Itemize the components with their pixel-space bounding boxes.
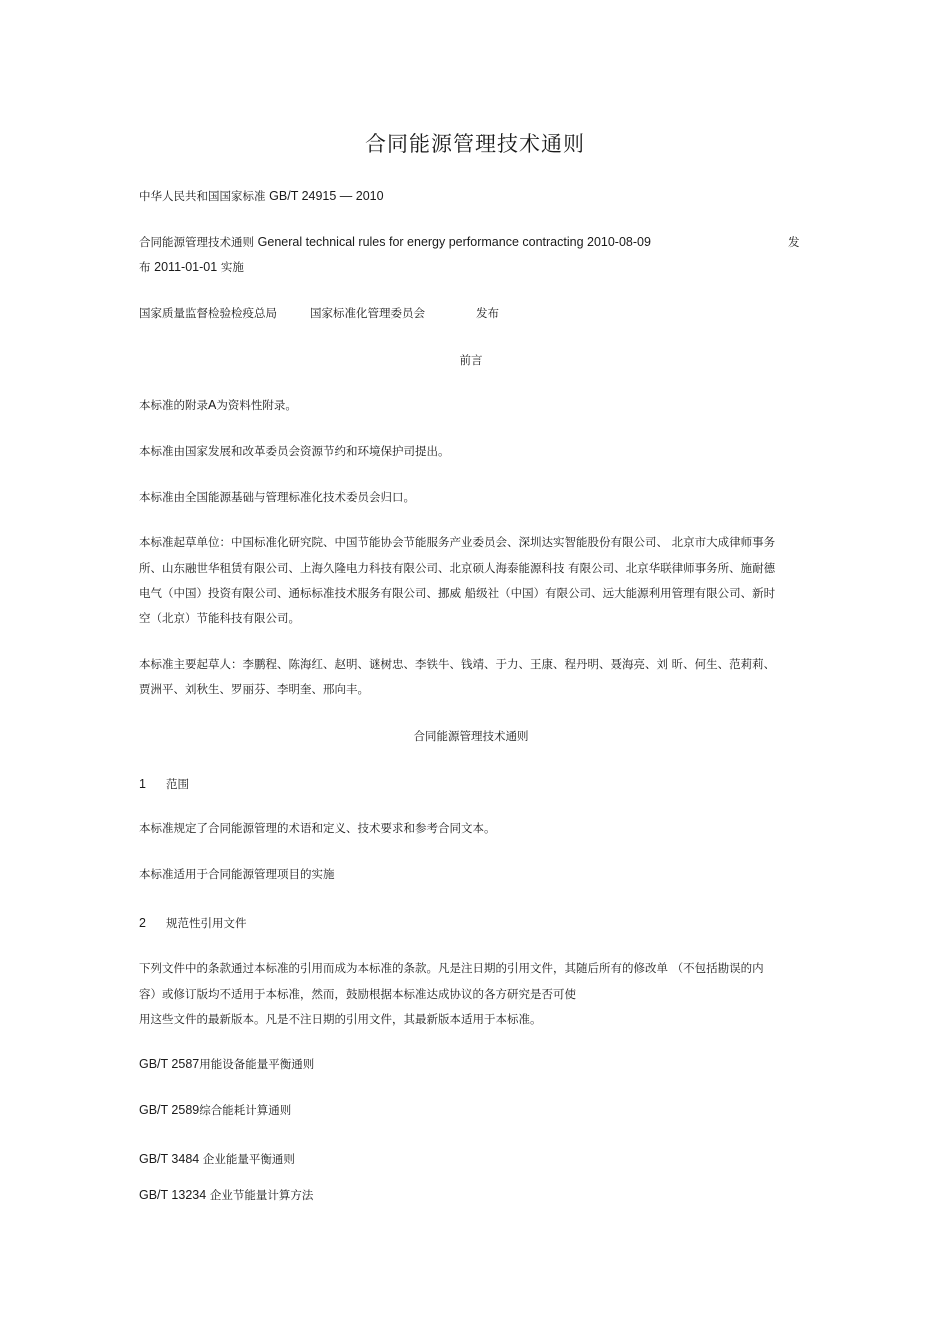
- section-2-heading: [139, 916, 246, 930]
- issuer-action: 发布: [476, 306, 499, 320]
- section-1-p1: 本标准规定了合同能源管理的术语和定义、技术要求和参考合同文本。: [139, 821, 496, 835]
- standard-line: [139, 189, 384, 203]
- issuer-2: 国家标准化管理委员会: [310, 306, 425, 320]
- section-2-title: 规范性引用文件: [165, 916, 247, 930]
- effective-date: 2011-01-01: [154, 260, 218, 274]
- reference-name: 综合能耗计算通则: [199, 1103, 292, 1117]
- drafting-units-line-1: 本标准起草单位：中国标准化研究院、中国节能协会节能服务产业委员会、深圳达实智能股份有限公司、 北京市大成律师事务: [139, 535, 776, 549]
- document-title: 合同能源管理技术通则: [365, 132, 585, 156]
- standard-code: GB/T 24915 — 2010: [269, 189, 384, 203]
- foreword-heading: 前言: [459, 353, 483, 367]
- issuer-1: 国家质量监督检验检疫总局: [139, 306, 277, 320]
- reference-item: [139, 1057, 314, 1071]
- foreword-p2: 本标准由国家发展和改革委员会资源节约和环境保护司提出。: [139, 444, 450, 458]
- reference-item: [139, 1103, 291, 1117]
- doc-name-line: [139, 235, 651, 249]
- reference-code: GB/T 13234: [139, 1188, 207, 1202]
- doc-name-cn: 合同能源管理技术通则: [139, 235, 254, 249]
- section-2-para-line-3: 用这些文件的最新版本。凡是不注日期的引用文件，其最新版本适用于本标准。: [139, 1012, 542, 1026]
- section-1-title: 范围: [165, 777, 189, 791]
- drafting-units-line-4: 空（北京）节能科技有限公司。: [139, 611, 300, 625]
- section-1-p2: 本标准适用于合同能源管理项目的实施: [139, 867, 335, 881]
- reference-code: GB/T 3484: [139, 1152, 200, 1166]
- drafting-units-line-2: 所、山东融世华租赁有限公司、上海久隆电力科技有限公司、北京硕人海泰能源科技 有限公司、北京华联律师事务所、施耐德: [139, 561, 776, 575]
- section-2-para-line-2: 容）或修订版均不适用于本标准，然而，鼓励根据本标准达成协议的各方研究是否可使: [139, 987, 576, 1001]
- section-1-heading: [139, 777, 189, 791]
- reference-name: 用能设备能量平衡通则: [199, 1057, 315, 1071]
- effective-label: 实施: [220, 260, 244, 274]
- publish-char-2: 布: [139, 260, 151, 274]
- body-subtitle: 合同能源管理技术通则: [413, 729, 529, 743]
- foreword-p1: [139, 398, 297, 412]
- doc-name-en: General technical rules for energy performance contracting 2010-08-09: [257, 235, 651, 249]
- effective-line: [139, 260, 244, 274]
- foreword-p1-c: 为资料性附录。: [216, 398, 297, 412]
- reference-code: GB/T 2589: [139, 1103, 200, 1117]
- reference-name: 企业节能量计算方法: [209, 1188, 314, 1202]
- standard-org: 中华人民共和国国家标准: [139, 189, 266, 203]
- section-2-number: 2: [139, 916, 146, 930]
- reference-item: [139, 1152, 295, 1166]
- reference-name: 企业能量平衡通则: [202, 1152, 295, 1166]
- foreword-p1-b: A: [208, 398, 217, 412]
- issuer-line: [139, 306, 499, 320]
- foreword-p1-a: 本标准的附录: [139, 398, 208, 412]
- drafters-line-1: 本标准主要起草人：李鹏程、陈海红、赵明、谜树忠、李铁牛、钱靖、于力、王康、程丹明、聂海亮、刘 昕、何生、范莉莉、: [139, 657, 776, 671]
- drafters-line-2: 贾洲平、刘秋生、罗丽芬、李明奎、邢向丰。: [139, 682, 369, 696]
- section-2-para-line-1: 下列文件中的条款通过本标准的引用而成为本标准的条款。凡是注日期的引用文件，其随后所有的修改单 （不包括勘误的内: [139, 961, 764, 975]
- reference-item: [139, 1188, 313, 1202]
- section-1-number: 1: [139, 777, 146, 791]
- reference-code: GB/T 2587: [139, 1057, 200, 1071]
- publish-char-1: 发: [788, 235, 800, 249]
- foreword-p3: 本标准由全国能源基础与管理标准化技术委员会归口。: [139, 490, 415, 504]
- drafting-units-line-3: 电气（中国）投资有限公司、通标标准技术服务有限公司、挪威 船级社（中国）有限公司、远大能源利用管理有限公司、新时: [139, 586, 776, 600]
